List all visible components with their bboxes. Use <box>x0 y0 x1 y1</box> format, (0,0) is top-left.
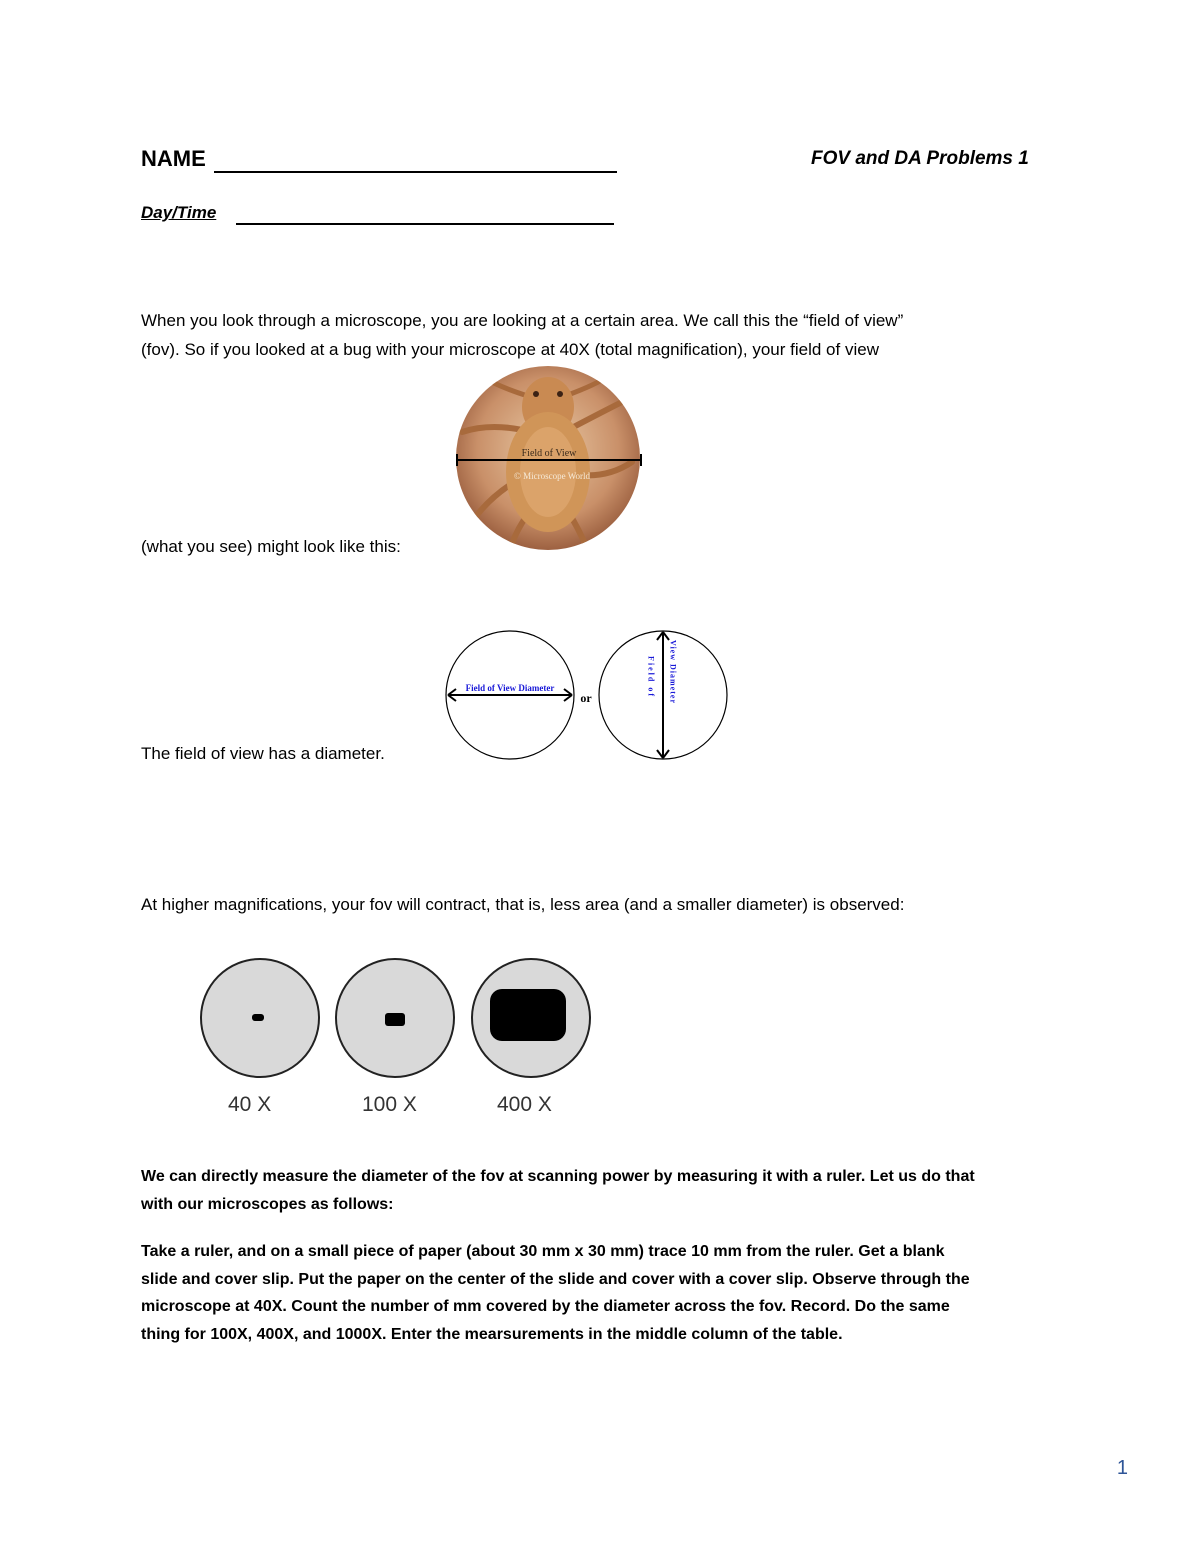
mag-label-40x: 40 X <box>228 1093 272 1116</box>
procedure-line-1: Take a ruler, and on a small piece of paper (about 30 mm x 30 mm) trace 10 mm from the ruler. Get a blank <box>141 1243 945 1260</box>
procedure-line-3: microscope at 40X. Count the number of mm covered by the diameter across the fov. Record. Do the same <box>141 1298 950 1315</box>
mag-label-400x: 400 X <box>497 1093 552 1116</box>
vertical-diameter-label-right: View Diameter <box>668 640 678 705</box>
page-number: 1 <box>1116 1457 1128 1479</box>
bug-field-of-view-image <box>452 362 646 554</box>
copyright-watermark: © Microscope World <box>514 471 590 481</box>
magnification-text: At higher magnifications, your fov will contract, that is, less area (and a smaller diameter) is observed: <box>141 895 905 914</box>
diameter-text: The field of view has a diameter. <box>141 744 385 763</box>
measure-line-1: We can directly measure the diameter of the fov at scanning power by measuring it with a ruler. Let us do that <box>141 1168 975 1185</box>
specimen-40x <box>252 1014 264 1021</box>
measure-line-2: with our microscopes as follows: <box>141 1196 394 1213</box>
name-blank-line <box>214 171 617 173</box>
day-time-blank-line <box>236 223 614 225</box>
magnification-diagram <box>198 954 598 1084</box>
intro-line-3: (what you see) might look like this: <box>141 537 401 556</box>
diameter-diagram <box>440 626 732 766</box>
name-label: NAME <box>141 146 206 171</box>
day-time-label: Day/Time <box>141 203 217 222</box>
horizontal-diameter-label: Field of View Diameter <box>465 683 555 693</box>
procedure-line-2: slide and cover slip. Put the paper on the center of the slide and cover with a cover slip. Observe through the <box>141 1271 970 1288</box>
vertical-diameter-label-left: Field of <box>646 656 656 698</box>
intro-line-1: When you look through a microscope, you are looking at a certain area. We call this the “field of view” <box>141 311 904 330</box>
field-of-view-label: Field of View <box>521 448 577 459</box>
mag-label-100x: 100 X <box>362 1093 417 1116</box>
specimen-400x <box>490 989 566 1041</box>
procedure-line-4: thing for 100X, 400X, and 1000X. Enter the mearsurements in the middle column of the table. <box>141 1326 843 1343</box>
document-title: FOV and DA Problems 1 <box>811 148 1029 169</box>
intro-line-2: (fov). So if you looked at a bug with your microscope at 40X (total magnification), your field of view <box>141 340 879 359</box>
specimen-100x <box>385 1013 405 1026</box>
or-label: or <box>580 691 592 705</box>
